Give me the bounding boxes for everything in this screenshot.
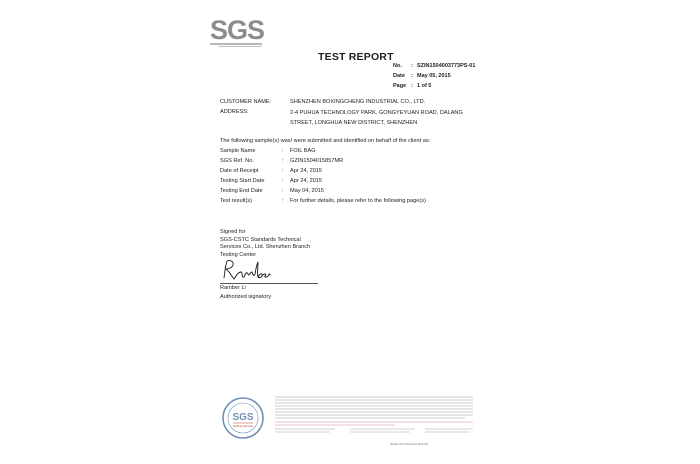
colon: : bbox=[411, 73, 413, 79]
signed-line: SGS-CSTC Standards Technical bbox=[220, 236, 301, 243]
colon: : bbox=[282, 158, 284, 164]
field-row bbox=[220, 148, 316, 154]
field-row bbox=[220, 198, 426, 204]
colon: : bbox=[282, 198, 284, 204]
report-page-value: 1 of 5 bbox=[417, 83, 432, 89]
field-value: FOIL BAG bbox=[290, 148, 316, 154]
report-number-value: SZIN1504003773PS-01 bbox=[417, 63, 476, 69]
field-label: Testing End Date bbox=[220, 188, 263, 194]
signed-line: Services Co., Ltd. Shenzhen Branch bbox=[220, 244, 311, 250]
field-label: Testing Start Date bbox=[220, 178, 265, 184]
field-label: Sample Name bbox=[220, 148, 256, 154]
field-value: For further details, please refer to the following page(s) bbox=[290, 198, 426, 204]
report-number bbox=[393, 63, 475, 69]
field-row bbox=[220, 188, 324, 194]
sgs-logo bbox=[208, 12, 264, 48]
colon: : bbox=[282, 178, 284, 184]
sgs-seal bbox=[221, 396, 265, 440]
field-row bbox=[220, 158, 343, 164]
signatory-name: Ramber Li bbox=[220, 285, 246, 291]
field-value: May 04, 2015 bbox=[290, 188, 324, 194]
customer-name-value: SHENZHEN BOXINGCHENG INDUSTRIAL CO., LTD. bbox=[290, 99, 426, 105]
member-note: Member of the SGS Group (SGS SA) bbox=[390, 444, 429, 446]
colon: : bbox=[411, 63, 413, 69]
address-label: ADDRESS: bbox=[220, 109, 249, 115]
field-label: Date of Receipt bbox=[220, 168, 259, 174]
signature-line bbox=[220, 283, 318, 284]
field-row bbox=[220, 178, 322, 184]
report-date-label: Date bbox=[393, 73, 405, 79]
terms-fine-print bbox=[275, 396, 475, 436]
intro-text: The following sample(s) was/ were submitted and identified on behalf of the client as: bbox=[220, 138, 431, 144]
seal-text: SGS bbox=[232, 412, 254, 423]
handwritten-signature bbox=[220, 258, 272, 284]
field-label: Test result(s) bbox=[220, 198, 253, 204]
customer-name-label: CUSTOMER NAME: bbox=[220, 99, 272, 105]
colon: : bbox=[282, 148, 284, 154]
field-label: SGS Ref. No. bbox=[220, 158, 254, 164]
signatory-title: Authorized signatory bbox=[220, 294, 271, 300]
colon: : bbox=[282, 188, 284, 194]
report-page-label: Page bbox=[393, 83, 407, 89]
report-date-value: May 05, 2015 bbox=[417, 73, 451, 79]
field-value: GZIN1504015857MR bbox=[290, 158, 344, 164]
seal-subtext: Testing Service bbox=[232, 424, 254, 428]
field-row bbox=[220, 168, 322, 174]
field-value: Apr 24, 2015 bbox=[290, 168, 323, 174]
signed-for-block bbox=[220, 229, 310, 259]
report-date bbox=[393, 73, 451, 79]
colon: : bbox=[411, 83, 413, 89]
report-title: TEST REPORT bbox=[318, 51, 394, 63]
signed-line: Signed for bbox=[220, 229, 246, 235]
sgs-logo-text: SGS bbox=[210, 15, 264, 45]
report-page bbox=[393, 83, 431, 89]
field-value: Apr 24, 2015 bbox=[290, 178, 323, 184]
address-value: 2-4 PUHUA TECHNOLOGY PARK, GONGYEYUAN ROAD, DALANG STREET, LONGHUA NEW DISTRICT, SHENZHEN bbox=[290, 110, 463, 126]
report-number-label: No. bbox=[393, 63, 402, 69]
colon: : bbox=[282, 168, 284, 174]
signed-line: Testing Center bbox=[220, 251, 257, 258]
